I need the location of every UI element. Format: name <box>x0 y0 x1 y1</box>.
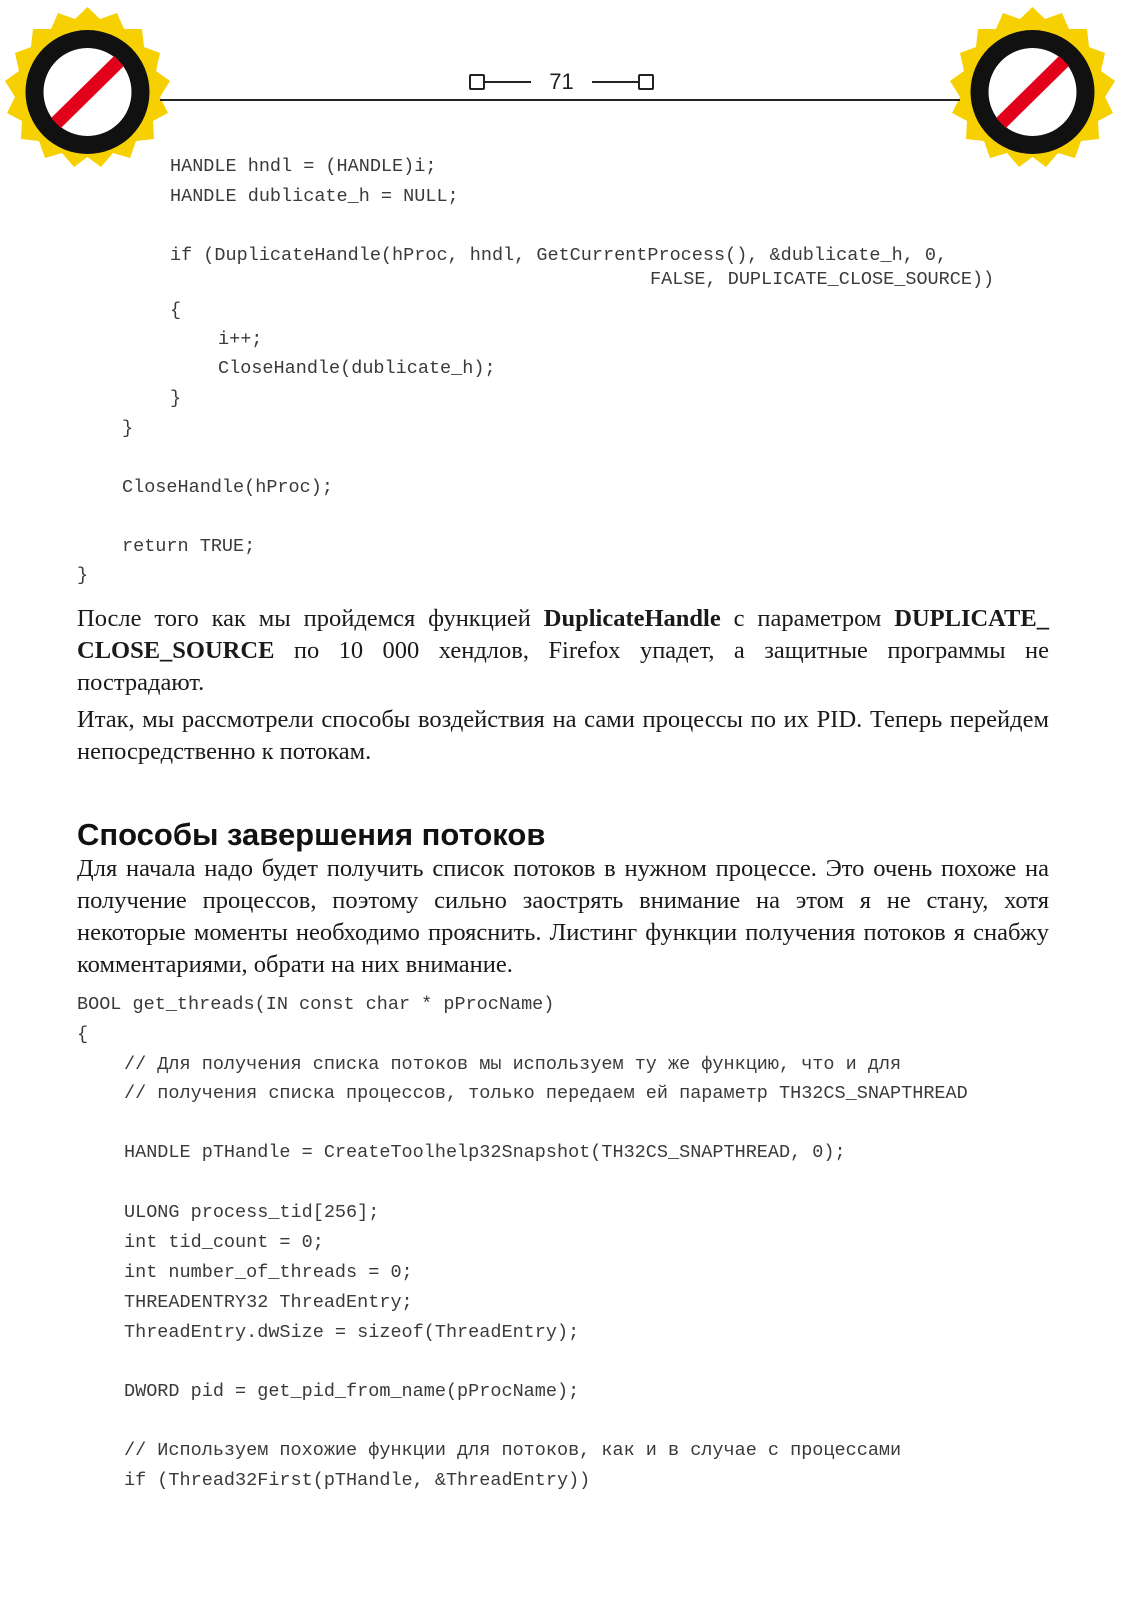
header-box-right-icon <box>638 74 654 90</box>
code-line: HANDLE dublicate_h = NULL; <box>170 186 459 207</box>
code-line: ThreadEntry.dwSize = sizeof(ThreadEntry); <box>124 1322 580 1343</box>
code-line: FALSE, DUPLICATE_CLOSE_SOURCE)) <box>650 269 995 290</box>
code-line: THREADENTRY32 ThreadEntry; <box>124 1292 413 1313</box>
code-line: BOOL get_threads(IN const char * pProcName) <box>77 994 555 1015</box>
code-line: HANDLE hndl = (HANDLE)i; <box>170 156 437 177</box>
code-line: CloseHandle(dublicate_h); <box>218 358 496 379</box>
code-line: DWORD pid = get_pid_from_name(pProcName); <box>124 1381 580 1402</box>
body-paragraph: Итак, мы рассмотрели способы воздействия на сами процессы по их PID. Теперь перейдем непосредственно к потокам. <box>77 706 1049 765</box>
section-heading: Способы завершения потоков <box>77 817 546 852</box>
function-name: DuplicateHandle <box>543 605 721 632</box>
code-line: i++; <box>218 329 263 350</box>
code-line: int tid_count = 0; <box>124 1232 324 1253</box>
code-comment: // получения списка процессов, только передаем ей параметр TH32CS_SNAPTHREAD <box>124 1083 968 1104</box>
body-paragraph: Для начала надо будет получить список потоков в нужном процессе. Это очень похоже на получение процессов, поэтому сильно заострять внимание на этом я не стану, хотя некоторые моменты необходимо прояснить. Листинг функции получения потоков я снабжу комментариями, обрати на них внимание. <box>77 855 1049 978</box>
code-comment: // Используем похожие функции для потоков, как и в случае с процессами <box>124 1440 902 1461</box>
code-line: return TRUE; <box>122 536 256 557</box>
code-line: ULONG process_tid[256]; <box>124 1202 380 1223</box>
page-header <box>0 68 1123 96</box>
code-line: { <box>170 300 182 321</box>
code-line: } <box>170 388 182 409</box>
header-line-left <box>485 81 531 83</box>
header-rule <box>160 99 960 101</box>
code-line: CloseHandle(hProc); <box>122 477 333 498</box>
code-line: } <box>122 418 134 439</box>
code-line: HANDLE pTHandle = CreateToolhelp32Snapshot(TH32CS_SNAPTHREAD, 0); <box>124 1142 846 1163</box>
page-number: 71 <box>549 69 574 94</box>
header-line-right <box>592 81 638 83</box>
body-paragraph: После того как мы пройдемся функцией DuplicateHandle с параметром DUPLICATE_ CLOSE_SOURCE по 10 000 хендлов, Firefox упадет, а защитные программы не пострадают. <box>77 605 1049 696</box>
code-line: int number_of_threads = 0; <box>124 1262 413 1283</box>
code-line: } <box>77 565 89 586</box>
code-comment: // Для получения списка потоков мы используем ту же функцию, что и для <box>124 1054 902 1075</box>
code-line: { <box>77 1024 89 1045</box>
header-box-left-icon <box>469 74 485 90</box>
code-line: if (Thread32First(pTHandle, &ThreadEntry)) <box>124 1470 591 1491</box>
code-line: if (DuplicateHandle(hProc, hndl, GetCurrentProcess(), &dublicate_h, 0, <box>170 245 948 266</box>
parameter-name: DUPLICATE_ CLOSE_SOURCE <box>77 605 1049 664</box>
